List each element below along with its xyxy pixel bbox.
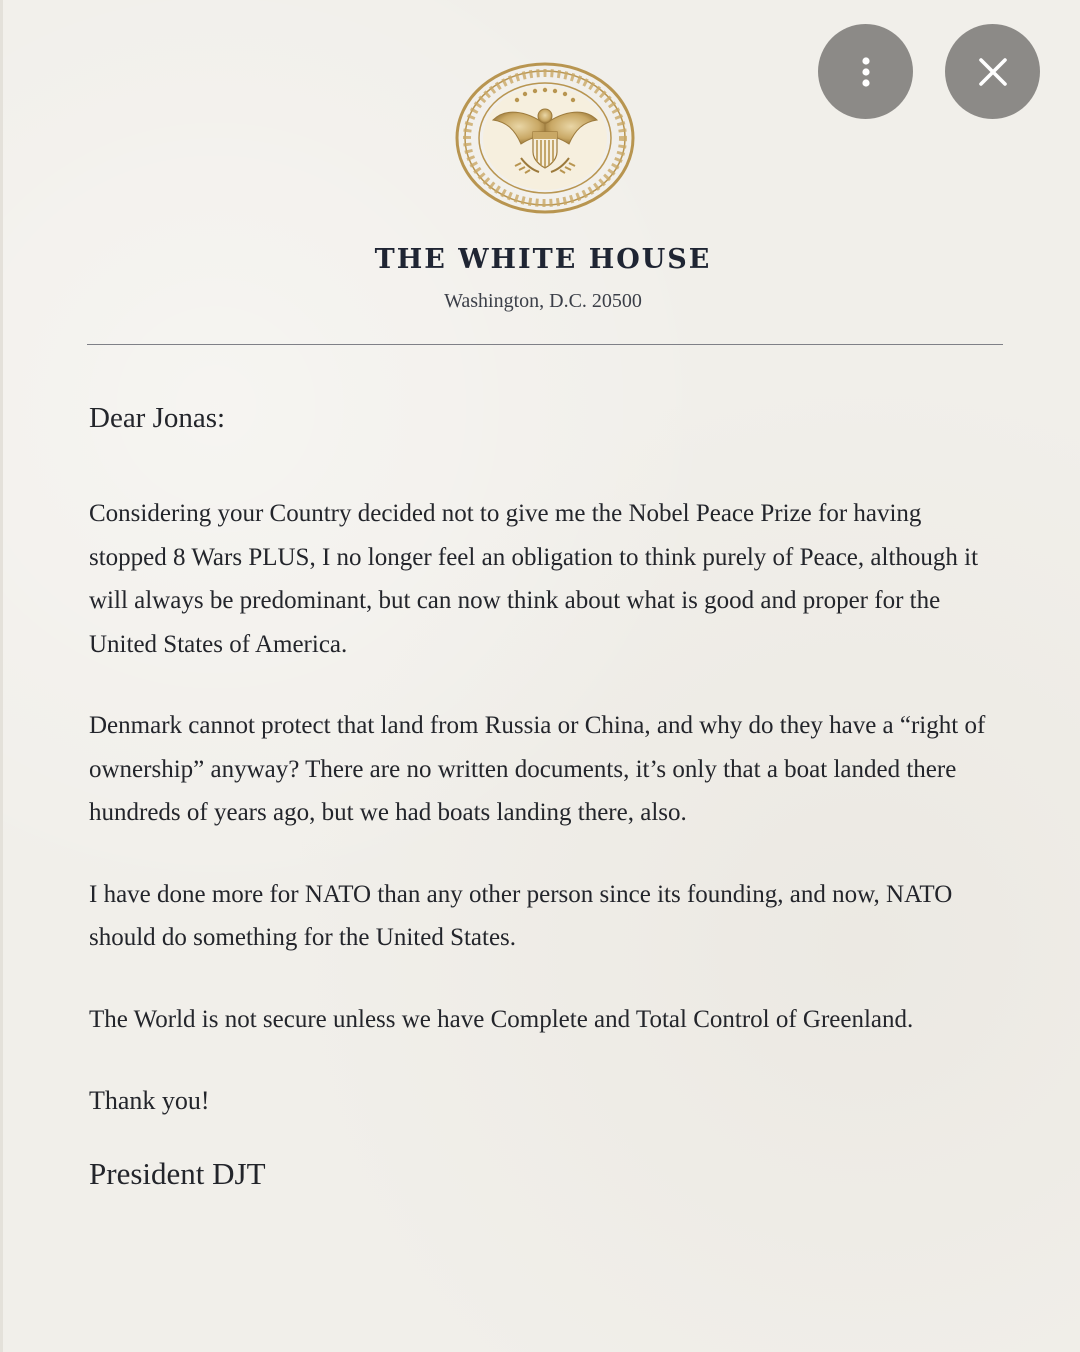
letterhead-address: Washington, D.C. 20500 <box>444 290 642 312</box>
letterhead-divider <box>87 344 1003 345</box>
more-vertical-icon <box>846 52 886 92</box>
close-icon <box>973 52 1013 92</box>
close-button[interactable] <box>945 24 1040 119</box>
letter-salutation: Dear Jonas: <box>89 402 226 434</box>
more-options-button[interactable] <box>818 24 913 119</box>
letter-signature: President DJT <box>89 1156 266 1191</box>
letter-paragraph: Considering your Country decided not to give me the Nobel Peace Prize for having stopped 8 Wars PLUS, I no longer feel an obligation to think purely of Peace, although it will always be predominant, but can now think about what is good and proper for the United States of America. <box>89 500 979 658</box>
letter-paragraph: I have done more for NATO than any other person since its founding, and now, NATO should do something for the United States. <box>89 880 953 951</box>
letterhead-title: THE WHITE HOUSE <box>374 244 712 275</box>
letter-closing: Thank you! <box>89 1086 210 1115</box>
letter-paragraph: Denmark cannot protect that land from Russia or China, and why do they have a “right of ownership” anyway? There are no written documents, it’s only that a boat landed there hundreds of years ago, but we had boats landing there, also. <box>89 712 986 826</box>
presidential-seal-icon <box>455 62 635 214</box>
letter-body <box>89 394 989 1196</box>
letter-paragraph: The World is not secure unless we have Complete and Total Control of Greenland. <box>89 1005 914 1033</box>
